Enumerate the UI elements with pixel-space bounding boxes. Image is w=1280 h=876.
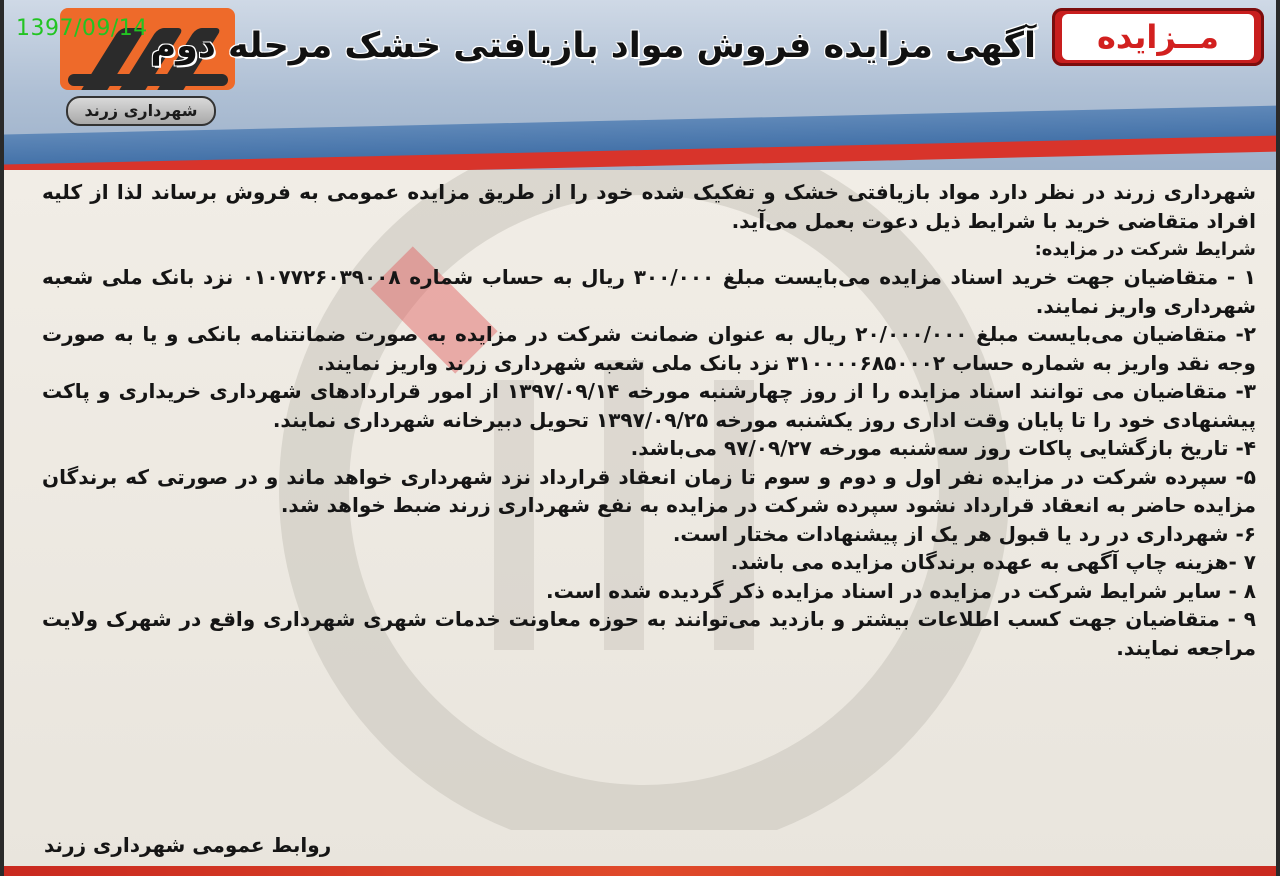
header-banner bbox=[4, 0, 1280, 170]
conditions-title: شرایط شرکت در مزایده: bbox=[1034, 239, 1256, 260]
condition-item: ۲- متقاضیان می‌بایست مبلغ ۲۰/۰۰۰/۰۰۰ ریال به عنوان ضمانت شرکت در مزایده به صورت ضمانتنامه بانکی و یا به صورت وجه نقد واریز به شماره حساب ۳۱۰۰۰۰۶۸۵۰۰۰۲ نزد بانک ملی شعبه شهرداری زرند واریز نمایند. bbox=[42, 322, 1257, 375]
condition-item: ۳- متقاضیان می توانند اسناد مزایده را از روز چهارشنبه مورخه ۱۳۹۷/۰۹/۱۴ از امور قراردادهای شهرداری خریداری و پاکت پیشنهادی خود را تا پایان وقت اداری روز یکشنبه مورخه ۱۳۹۷/۰۹/۲۵ تحویل دبیرخانه شهرداری نمایند. bbox=[42, 379, 1256, 432]
condition-item: ۷ -هزینه چاپ آگهی به عهده برندگان مزایده می باشد. bbox=[730, 550, 1256, 574]
signature: روابط عمومی شهرداری زرند bbox=[44, 833, 332, 857]
auction-badge-label: مــزایده bbox=[1062, 14, 1254, 60]
condition-item: ۱ - متقاضیان جهت خرید اسناد مزایده می‌بایست مبلغ ۳۰۰/۰۰۰ ریال به حساب شماره ۰۱۰۷۷۲۶۰۳۹۰۰۸ نزد بانک ملی شعبه شهرداری واریز نمایند. bbox=[42, 265, 1257, 318]
date-stamp: 1397/09/14 bbox=[16, 16, 148, 41]
condition-item: ۴- تاریخ بازگشایی پاکات روز سه‌شنبه مورخه ۹۷/۰۹/۲۷ می‌باشد. bbox=[630, 436, 1256, 460]
condition-item: ۸ - سایر شرایط شرکت در مزایده در اسناد مزایده ذکر گردیده شده است. bbox=[546, 578, 1256, 603]
intro-paragraph: شهرداری زرند در نظر دارد مواد بازیافتی خشک و تفکیک شده خود را از طریق مزایده عمومی به فروش برساند لذا از کلیه افراد متقاضی خرید با شرایط ذیل دعوت بعمل می‌آید. bbox=[42, 180, 1256, 233]
condition-item: ۹ - متقاضیان جهت کسب اطلاعات بیشتر و بازدید می‌توانند به حوزه معاونت خدمات شهری شهرداری واقع در شهرک ولایت مراجعه نمایند. bbox=[42, 607, 1256, 660]
condition-item: ۶- شهرداری در رد یا قبول هر یک از پیشنهادات مختار است. bbox=[672, 521, 1256, 546]
notice-title: آگهی مزایده فروش مواد بازیافتی خشک مرحله دوم bbox=[150, 26, 1036, 66]
auction-badge bbox=[1052, 8, 1264, 66]
logo-caption: شهرداری زرند bbox=[66, 96, 216, 126]
notice-body bbox=[42, 178, 1256, 662]
condition-item: ۵- سپرده شرکت در مزایده نفر اول و دوم و سوم تا زمان انعقاد قرارداد نزد شهرداری خواهد ماند و در صورتی که برندگان مزایده حاضر به انعقاد قرارداد نشود سپرده شرکت در مزایده به نفع شهرداری زرند ضبط خواهد شد. bbox=[42, 464, 1256, 517]
footer-red-bar bbox=[4, 866, 1280, 876]
